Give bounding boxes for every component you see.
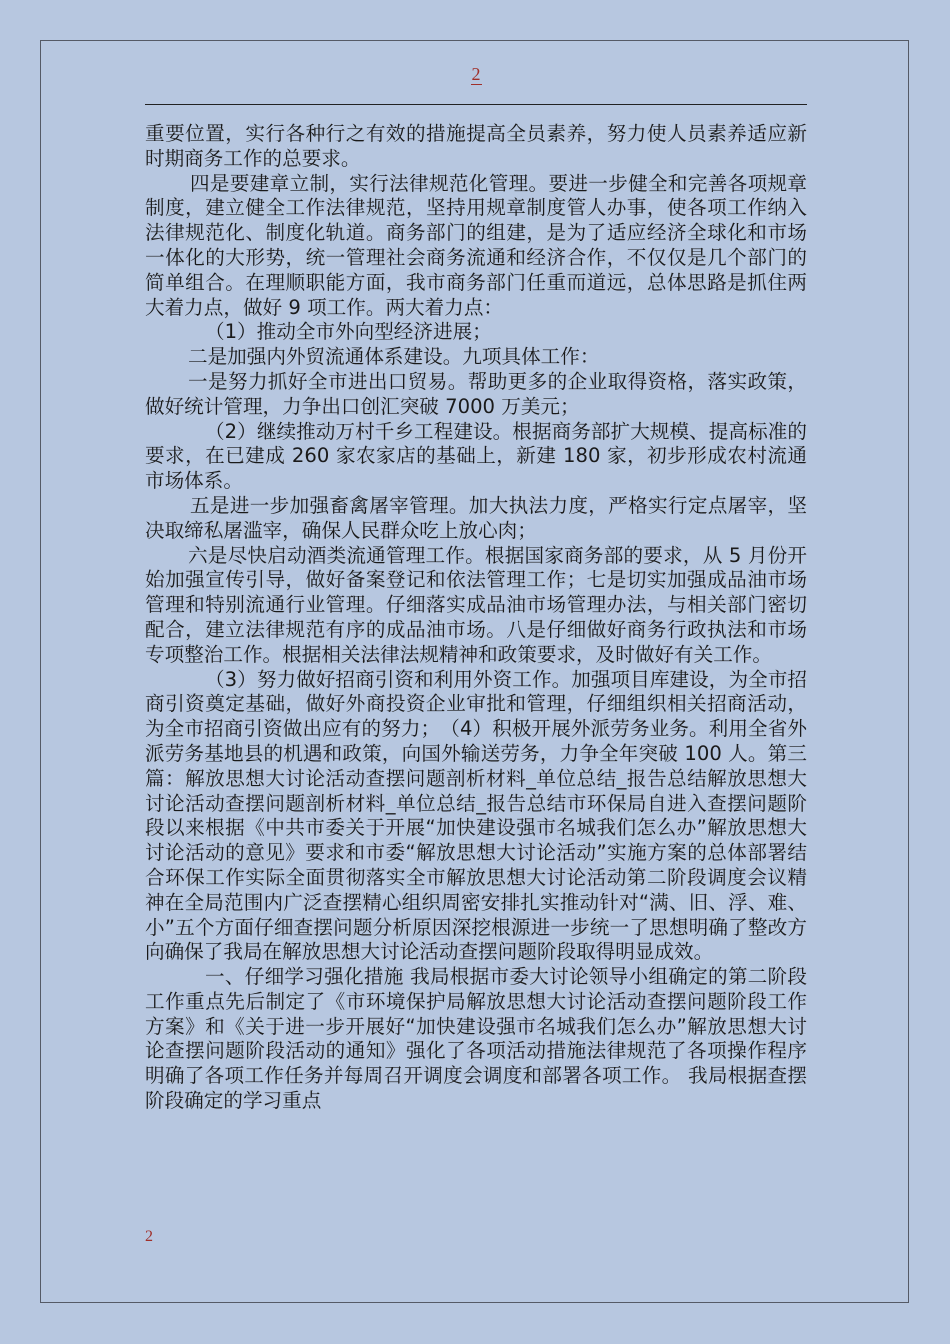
header-page-number: 2: [471, 64, 481, 84]
paragraph: 五是进一步加强畜禽屠宰管理。加大执法力度，严格实行定点屠宰，坚决取缔私屠滥宰，确保人民群众吃上放心肉；: [145, 493, 807, 542]
paragraph: （3）努力做好招商引资和利用外资工作。加强项目库建设，为全市招商引资奠定基础，做好外商投资企业审批和管理，仔细组织相关招商活动，为全市招商引资做出应有的努力； （4）积极开展外派劳务业务。利用全省外派劳务基地县的机遇和政策，向国外输送劳务，力争全年突破 100 人。第三篇：解放思想大讨论活动查摆问题剖析材料_单位总结_报告总结解放思想大讨论活动查摆问题剖析材料_单位总结_报告总结市环保局自进入查摆问题阶段以来根据《中共市委关于开展“加快建设强市名城我们怎么办”解放思想大讨论活动的意见》要求和市委“解放思想大讨论活动”实施方案的总体部署结合环保工作实际全面贯彻落实全市解放思想大讨论活动第二阶段调度会议精神在全局范围内广泛查摆精心组织周密安排扎实推动针对“满、旧、浮、难、小”五个方面仔细查摆问题分析原因深挖根源进一步统一了思想明确了整改方向确保了我局在解放思想大讨论活动查摆问题阶段取得明显成效。: [145, 667, 807, 964]
paragraph: 二是加强内外贸流通体系建设。九项具体工作：: [188, 345, 600, 369]
paragraph: （2）继续推动万村千乡工程建设。根据商务部扩大规模、提高标准的要求，在已建成 260 家农家店的基础上，新建 180 家，初步形成农村流通市场体系。: [145, 419, 807, 493]
paragraph: （1）推动全市外向型经济进展；: [205, 320, 492, 344]
paragraph: 重要位置，实行各种行之有效的措施提高全员素养，努力使人员素养适应新时期商务工作的总要求。: [145, 122, 807, 170]
page-header: [145, 62, 807, 105]
document-body: [145, 122, 807, 1114]
footer-page-number: 2: [145, 1228, 153, 1245]
paragraph: 一是努力抓好全市进出口贸易。帮助更多的企业取得资格，落实政策，做好统计管理，力争出口创汇突破 7000 万美元；: [145, 369, 807, 418]
paragraph: 一、仔细学习强化措施 我局根据市委大讨论领导小组确定的第二阶段工作重点先后制定了《市环境保护局解放思想大讨论活动查摆问题阶段工作方案》和《关于进一步开展好“加快建设强市名城我们怎么办”解放思想大讨论查摆问题阶段活动的通知》强化了各项活动措施法律规范了各项操作程序明确了各项工作任务并每周召开调度会调度和部署各项工作。 我局根据查摆阶段确定的学习重点: [145, 965, 807, 1113]
paragraph: 四是要建章立制，实行法律规范化管理。要进一步健全和完善各项规章制度，建立健全工作法律规范，坚持用规章制度管人办事，使各项工作纳入法律规范化、制度化轨道。商务部门的组建，是为了适应经济全球化和市场一体化的大形势，统一管理社会商务流通和经济合作，不仅仅是几个部门的简单组合。在理顺职能方面，我市商务部门任重而道远，总体思路是抓住两大着力点，做好 9 项工作。两大着力点：: [145, 171, 807, 319]
paragraph: 六是尽快启动酒类流通管理工作。根据国家商务部的要求，从 5 月份开始加强宣传引导，做好备案登记和依法管理工作；七是切实加强成品油市场管理和特别流通行业管理。仔细落实成品油市场管理办法，与相关部门密切配合，建立法律规范有序的成品油市场。八是仔细做好商务行政执法和市场专项整治工作。根据相关法律法规精神和政策要求，及时做好有关工作。: [145, 543, 807, 666]
